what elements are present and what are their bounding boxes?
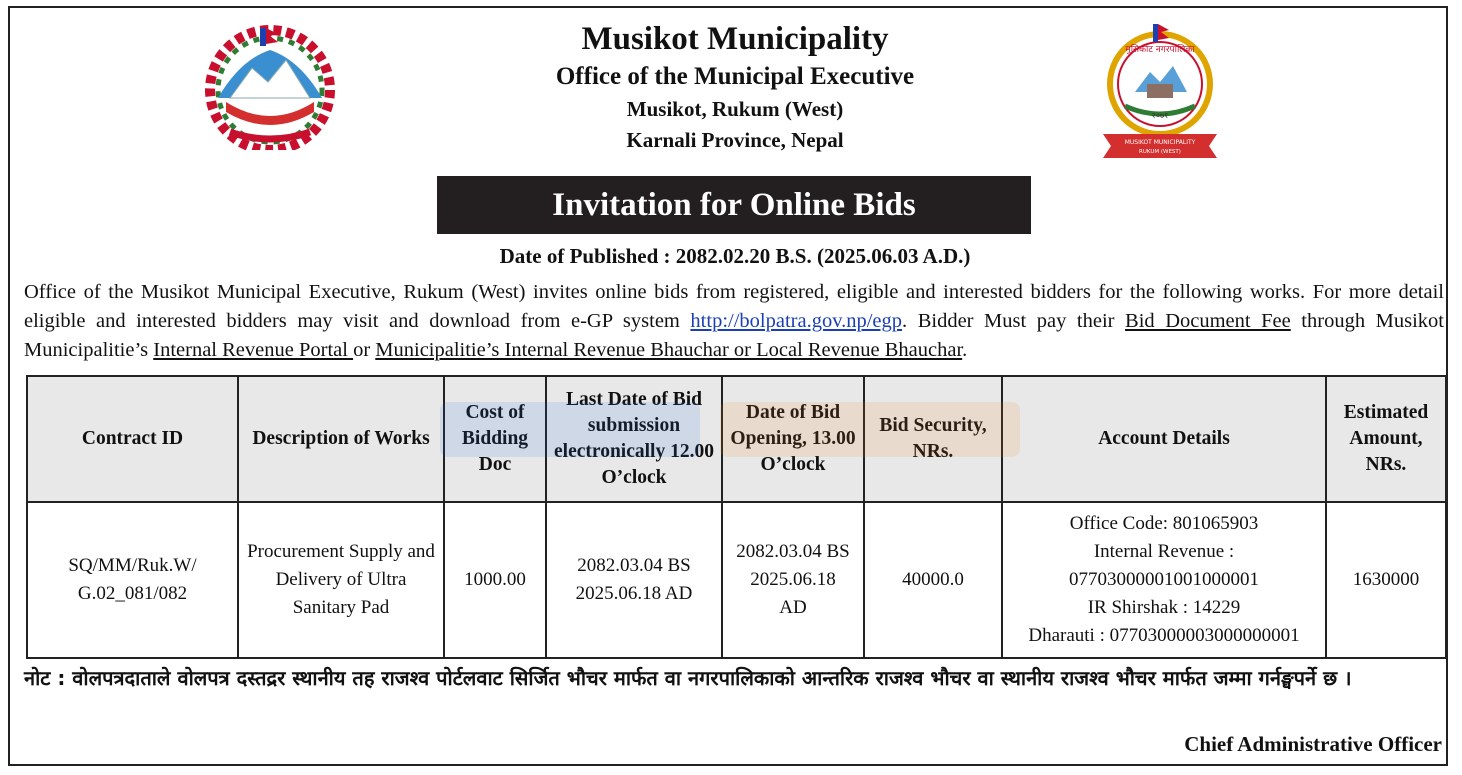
header-estimated: Estimated Amount, NRs. (1326, 376, 1446, 502)
header-description: Description of Works (238, 376, 444, 502)
account-dharauti: Dharauti : 07703000003000000001 (1028, 625, 1300, 646)
cell-contract-id: SQ/MM/Ruk.W/ G.02_081/082 (27, 502, 238, 658)
title-block (380, 18, 1090, 156)
nepali-note: नोट : वोलपत्रदाताले वोलपत्र दस्तद्रर स्थानीय तह राजश्व पोर्टलवाट सिर्जित भौचर मार्फत वा नगरपालिकाको आन्तरिक राजश्व भौचर वा स्थानीय राजश्व भौचर मार्फत जम्मा गर्नङ्घपर्ने छ । (24, 666, 1352, 690)
revenue-portal-text: Internal Revenue Portal (153, 339, 354, 361)
last-date-bs: 2082.03.04 BS (577, 555, 691, 576)
province-line: Karnali Province, Nepal (626, 128, 844, 152)
cell-account (1002, 502, 1326, 658)
cell-security: 40000.0 (864, 502, 1002, 658)
account-office-code: Office Code: 801065903 (1069, 513, 1259, 534)
published-date: Date of Published : 2082.02.20 B.S. (2025.06.03 A.D.) (499, 244, 971, 268)
address-line: Musikot, Rukum (West) (626, 97, 844, 121)
header-cost: Cost of Bidding Doc (444, 376, 546, 502)
opening-ad: 2025.06.18 (750, 569, 836, 590)
opening-bs: 2082.03.04 BS (736, 541, 850, 562)
egp-link[interactable]: http://bolpatra.gov.np/egp (690, 310, 903, 332)
last-date-ad: 2025.06.18 AD (575, 583, 693, 604)
intro-text-5: . (962, 339, 968, 361)
intro-text-4: or (353, 339, 376, 361)
logo-ribbon-line1: MUSIKOT MUNICIPALITY (1124, 139, 1196, 146)
account-ir: IR Shirshak : 14229 (1087, 597, 1241, 618)
header-security: Bid Security, NRs. (864, 376, 1002, 502)
header-last-date: Last Date of Bid submission electronically 12.00 O’clock (546, 376, 722, 502)
account-internal-label: Internal Revenue : (1093, 541, 1235, 562)
table-row (27, 502, 1446, 658)
logo-ribbon-line2: RUKUM (WEST) (1139, 149, 1181, 155)
cell-opening (722, 502, 864, 658)
header-opening: Date of Bid Opening, 13.00 O’clock (722, 376, 864, 502)
invitation-banner: Invitation for Online Bids (437, 176, 1031, 234)
municipality-logo-icon (1095, 22, 1225, 162)
cell-last-date (546, 502, 722, 658)
bid-fee-text: Bid Document Fee (1125, 310, 1291, 332)
header (0, 0, 1462, 280)
bids-table (26, 375, 1447, 659)
logo-year: २०७१ (1151, 111, 1169, 120)
intro-text-2: . Bidder Must pay their (902, 310, 1126, 332)
cell-cost: 1000.00 (444, 502, 546, 658)
revenue-bhauchar-text: Municipalitie’s Internal Revenue Bhauchar or Local Revenue Bhauchar (375, 339, 963, 361)
table-header-row (27, 376, 1446, 502)
intro-text-3: through Musikot Municipalitie’s (24, 310, 1444, 361)
cell-description: Procurement Supply and Delivery of Ultra Sanitary Pad (238, 502, 444, 658)
opening-ad-suffix: AD (779, 597, 807, 618)
account-internal-no: 07703000001001000001 (1069, 569, 1259, 590)
header-contract-id: Contract ID (27, 376, 238, 502)
municipality-title: Musikot Municipality (581, 21, 889, 57)
nepal-emblem-icon (190, 20, 350, 150)
intro-text-1: Office of the Musikot Municipal Executive, Rukum (West) invites online bids from registered, eligible and interested bidders for the following works. For more detail eligible and interested bidders may visit and download from e-GP system (24, 281, 1444, 332)
logo-arc-text: मुसिकोट नगरपालिका (1125, 45, 1195, 55)
header-account: Account Details (1002, 376, 1326, 502)
intro-paragraph (24, 278, 1444, 365)
office-title: Office of the Municipal Executive (555, 63, 915, 90)
signature-title: Chief Administrative Officer (1184, 732, 1442, 756)
cell-estimated: 1630000 (1326, 502, 1446, 658)
